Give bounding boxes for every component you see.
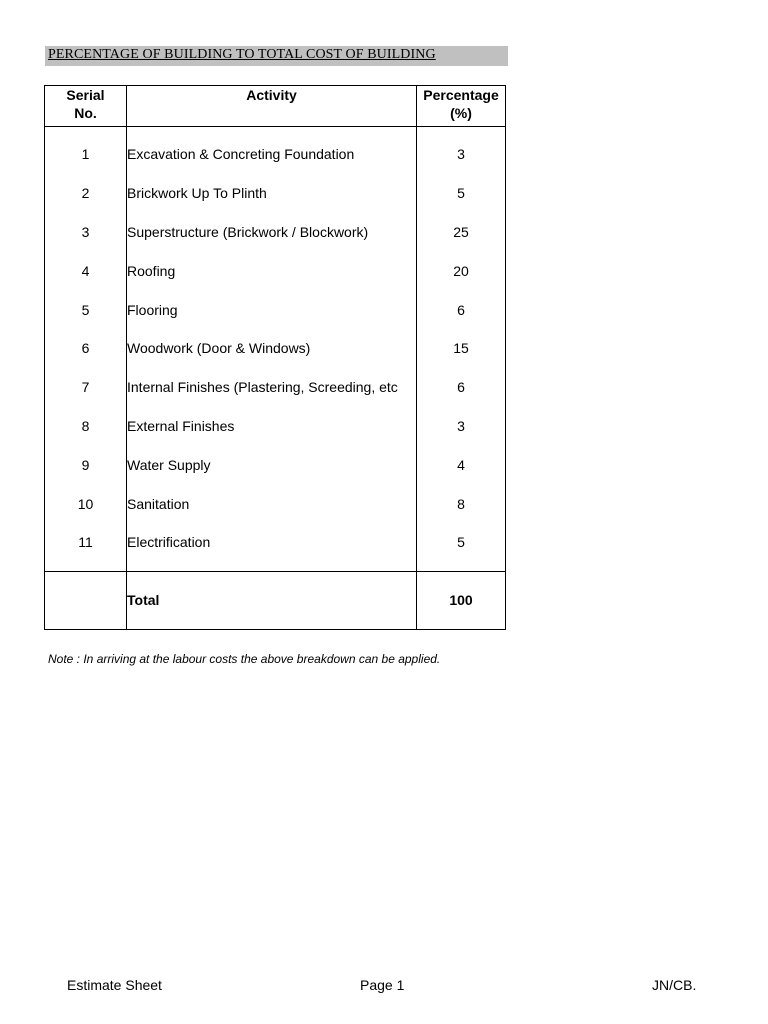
serial-cell: 10 <box>45 484 127 523</box>
total-serial-cell <box>45 571 127 629</box>
activity-cell: Roofing <box>127 251 417 290</box>
footnote: Note : In arriving at the labour costs the above breakdown can be applied. <box>48 652 441 666</box>
cost-percentage-table <box>44 85 506 630</box>
percentage-cell: 3 <box>417 407 506 446</box>
header-percentage <box>417 86 506 127</box>
percentage-cell: 5 <box>417 523 506 562</box>
activity-cell: Internal Finishes (Plastering, Screeding, etc <box>127 368 417 407</box>
percentage-cell: 5 <box>417 174 506 213</box>
footer-initials: JN/CB. <box>652 977 697 993</box>
percentage-cell: 6 <box>417 290 506 329</box>
footer-sheet-name: Estimate Sheet <box>67 977 162 993</box>
activity-cell: External Finishes <box>127 407 417 446</box>
table-row <box>45 407 506 446</box>
page-title: PERCENTAGE OF BUILDING TO TOTAL COST OF BUILDING <box>48 47 436 62</box>
table-row <box>45 251 506 290</box>
percentage-cell: 3 <box>417 135 506 174</box>
table-body <box>45 127 506 630</box>
serial-cell: 5 <box>45 290 127 329</box>
serial-cell: 8 <box>45 407 127 446</box>
activity-cell: Sanitation <box>127 484 417 523</box>
header-serial <box>45 86 127 127</box>
title-bar <box>45 46 508 66</box>
table-row <box>45 329 506 368</box>
table-row <box>45 484 506 523</box>
activity-cell: Water Supply <box>127 445 417 484</box>
table-row <box>45 523 506 562</box>
footer-page-number: Page 1 <box>360 977 405 993</box>
serial-cell: 3 <box>45 213 127 252</box>
activity-cell: Flooring <box>127 290 417 329</box>
serial-cell: 7 <box>45 368 127 407</box>
table-row <box>45 290 506 329</box>
percentage-cell: 6 <box>417 368 506 407</box>
total-row <box>45 571 506 629</box>
percentage-cell: 4 <box>417 445 506 484</box>
activity-cell: Excavation & Concreting Foundation <box>127 135 417 174</box>
table-row <box>45 135 506 174</box>
activity-cell: Electrification <box>127 523 417 562</box>
header-percentage-line1: Percentage <box>423 87 499 103</box>
serial-cell: 9 <box>45 445 127 484</box>
serial-cell: 4 <box>45 251 127 290</box>
table-row <box>45 174 506 213</box>
serial-cell: 6 <box>45 329 127 368</box>
table-row <box>45 368 506 407</box>
header-percentage-line2: (%) <box>450 105 472 121</box>
table-spacer <box>45 562 506 572</box>
serial-cell: 1 <box>45 135 127 174</box>
table-spacer <box>45 127 506 136</box>
serial-cell: 2 <box>45 174 127 213</box>
total-value: 100 <box>417 571 506 629</box>
header-serial-line2: No. <box>74 105 97 121</box>
header-activity: Activity <box>127 86 417 127</box>
table-row <box>45 213 506 252</box>
percentage-cell: 20 <box>417 251 506 290</box>
percentage-cell: 15 <box>417 329 506 368</box>
activity-cell: Woodwork (Door & Windows) <box>127 329 417 368</box>
total-label: Total <box>127 571 417 629</box>
percentage-cell: 8 <box>417 484 506 523</box>
activity-cell: Brickwork Up To Plinth <box>127 174 417 213</box>
activity-cell: Superstructure (Brickwork / Blockwork) <box>127 213 417 252</box>
header-serial-line1: Serial <box>66 87 105 103</box>
table-row <box>45 445 506 484</box>
percentage-cell: 25 <box>417 213 506 252</box>
table-header-row <box>45 86 506 127</box>
serial-cell: 11 <box>45 523 127 562</box>
